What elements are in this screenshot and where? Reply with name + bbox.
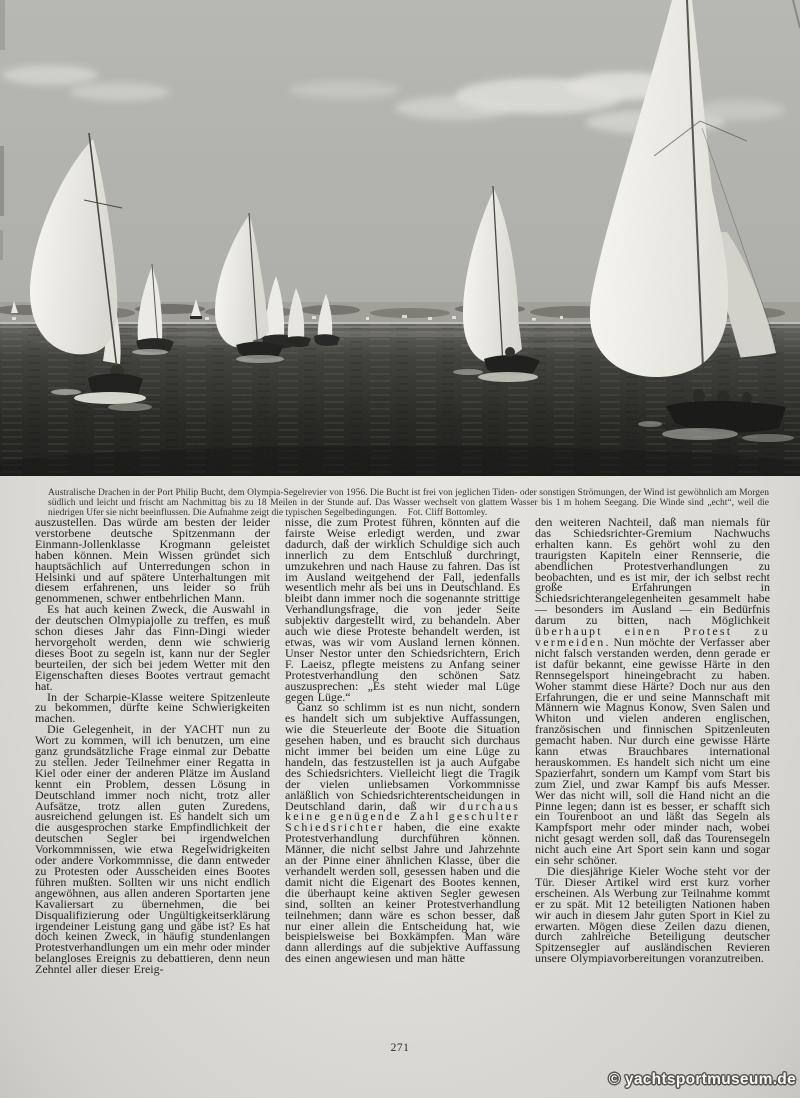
paragraph: In der Scharpie-Klasse weitere Spitzenleute zu bekommen, dürfte keine Schwierigkeiten machen. [35,689,270,726]
paragraph [285,702,520,964]
paragraph-segment: haben, die eine exakte Protestverhandlung durchführen können. Männer, die nicht selbst Jahre und Jahrzehnte an der Pinne einer ähnlichen Klasse, über die verhandelt werden soll, gesessen haben und die damit nicht die Eigenart des Bootes kennen, die überhaupt keine aktiven Segler gewesen sind, sollten an keiner Protestverhandlung teilnehmen; dann wäre es schon besser, daß nur einer allein die Entscheidung hat, wie beispielsweise bei Boxkämpfen. Man wäre dann allerdings auf die subjektive Auffassung des einen angewiesen und man hätte [285,820,520,966]
watermark: © yachtsportmuseum.de [608,1071,796,1088]
paragraph [535,517,770,866]
text-column-1 [35,517,270,1045]
page-number: 271 [390,1042,410,1054]
photo-credit: Fot. Cliff Bottomley. [407,507,488,518]
article-text [35,517,770,1045]
emphasized-spaced-text: durchaus keine genügende Zahl geschulter Schiedsrichter [285,798,520,835]
emphasized-spaced-text: überhaupt einen Protest zu vermeiden [535,624,770,649]
photo-grain [0,0,800,476]
paragraph: Es hat auch keinen Zweck, die Auswahl in der deutschen Olmypiajolle zu treffen, es muß schon dieses Jahr das Finn-Dingi wieder hervorgeholt werden, denn wie schwierig dieses Boot zu segeln ist, kann nur der Segler beurteilen, der sich bei jedem Wetter mit den Eigenschaften dieses Bootes vertraut gemacht hat. [35,602,270,693]
paragraph: nisse, die zum Protest führen, könnten auf die fairste Weise erledigt werden, und zwar dadurch, daß der wirklich Schuldige sich auch innerlich zu dem Entschluß durchringt, umzukehren und nach Hause zu fahren. Das ist im Ausland weitgehend der Fall, jedenfalls wesentlich mehr als bei uns in Deutschland. Es bleibt dann immer noch die sogenannte strittige Verhandlungsfrage, die von jeder Seite subjektiv dargestellt wird, zu behandeln. Aber auch wie diese Proteste behandelt werden, ist etwas, was wir vom Ausland lernen können. Unser Nestor unter den Schiedsrichtern, Erich F. Laeisz, pflegte meistens zu Anfang seiner Protestverhandlung den schönen Satz auszusprechen: „Es steht wieder mal Lüge gegen Lüge.“ [285,517,520,704]
paragraph: Die Gelegenheit, in der YACHT nun zu Wort zu kommen, will ich benutzen, um eine ganz grundsätzliche Frage einmal zur Debatte zu stellen. Jeder Teilnehmer einer Regatta in Kiel oder einer der anderen Plätze im Ausland kennt ein Problem, dessen Lösung in Deutschland immer noch nicht, trotz aller Aufsätze, trotz allen guten Zuredens, ausreichend gelungen ist. Es handelt sich um die ausgesprochen starke Empfindlichkeit der deutschen Segler bei irgendwelchen Vorkommnissen, wie etwa Regelwidrigkeiten oder andere Vorkommnisse, die dann entweder zu Protesten oder Ausscheiden eines Bootes führen mußten. Sollten wir uns nicht endlich angewöhnen, aus allen anderen Sportarten jene Kavaliersart zu übernehmen, die bei Disqualifizierung oder Ungültigkeitserklärung irgendeiner Leistung gang und gäbe ist? Es hat doch keinen Zweck, in häufig stundenlangen Protestverhandlungen um ein mehr oder minder belangloses Ereignis zu debattieren, denn neun Zehntel aller dieser Ereig- [35,722,270,977]
photo-caption [48,488,769,519]
paragraph: Die diesjährige Kieler Woche steht vor der Tür. Dieser Artikel wird erst kurz vorher erscheinen. Als Werbung zur Teilnahme kommt er zu spät. Mit 12 beteiligten Nationen haben wir auch in diesem Jahr guten Sport in Kiel zu erwarten. Mögen diese Zeilen dazu dienen, durch zahlreiche Beteiligung deutscher Spitzensegler auf ausländischen Revieren unsere Olympiavorbereitungen voranzutreiben. [535,864,770,966]
paragraph-segment: . Nun möchte der Verfasser aber nicht falsch verstanden werden, denn gerade er ist dafür bekannt, eine gewisse Härte in den Rennsegelsport hineingebracht zu haben. Woher stammt diese Härte? Doch nur aus den Erfahrungen, die er und seine Mannschaft mit Männern wie Magnus Konow, Sven Salen und Whiton und vielen anderen englischen, französischen und finnischen Spitzenleuten gemacht haben. Nur durch eine gewisse Härte kann etwas Brauchbares international herauskommen. Es handelt sich nicht um eine Spazierfahrt, sondern um Kampf vom Start bis zum Ziel, und zwar Kampf bis aufs Messer. Wer das nicht will, soll die Hand nicht an die Pinne legen; dann ist es besser, er schafft sich ein Tourenboot an und läßt das Segeln als Kampfsport mehr oder minder nach, wobei nicht gesagt werden soll, daß das Tourensegeln nicht auch eine Art Sport sein kann und sogar ein sehr schöner. [535,634,770,868]
caption-text: Australische Drachen in der Port Philip Bucht, dem Olympia-Segelrevier von 1956. Die Bucht ist frei von jeglichen Tiden- oder sonstigen Strömungen, der Wind ist gewöhnlich am Morgen südlich und leicht und frischt am Nachmittag bis zu 18 Meilen in der Stunde auf. Das Wasser wechselt von glattem Wasser bis 1 m hohem Seegang. Die Winde sind „echt“, weil die niedrigen Ufer sie nicht beeinflussen. Die Aufnahme zeigt die typischen Segelbedingungen. [48,487,769,518]
paragraph-segment: Ganz so schlimm ist es nun nicht, sondern es handelt sich um subjektive Auffassungen, wie die Steuerleute der Boote die Situation gesehen haben, und es braucht sich durchaus nicht immer bei beiden um eine Lüge zu handeln, das festzustellen ist ja auch Aufgabe des Schiedsrichters. Vielleicht liegt die Tragik der vielen unliebsamen Vorkommnisse anläßlich von Schiedsrichterentscheidungen in Deutschland darin, daß wir [285,700,520,813]
text-column-2 [285,517,520,1045]
paragraph-segment: den weiteren Nachteil, daß man niemals für das Schiedsrichter-Gremium Nachwuchs erhalten kann. Es gehört wohl zu den traurigsten Kapiteln einer Rennserie, die abendlichen Protestverhandlungen zu beobachten, und es ist mir, der ich selbst recht große Erfahrungen in Schiedsrichterangelegenheiten gesammelt habe — besonders im Ausland — ein Bedürfnis darum zu bitten, nach Möglichkeit [535,517,770,628]
paragraph: auszustellen. Das würde am besten der leider verstorbene deutsche Spitzenmann der Einmann-Jollenklasse Krogmann geleistet haben können. Mein Wissen gründet sich hauptsächlich auf Unterredungen schon in Helsinki und auf spätere Unterhaltungen mit diesem erfahrenen, uns leider so früh genommenen, schwer entbehrlichen Mann. [35,517,270,606]
text-column-3 [535,517,770,1045]
sailing-race-photo [0,0,800,476]
